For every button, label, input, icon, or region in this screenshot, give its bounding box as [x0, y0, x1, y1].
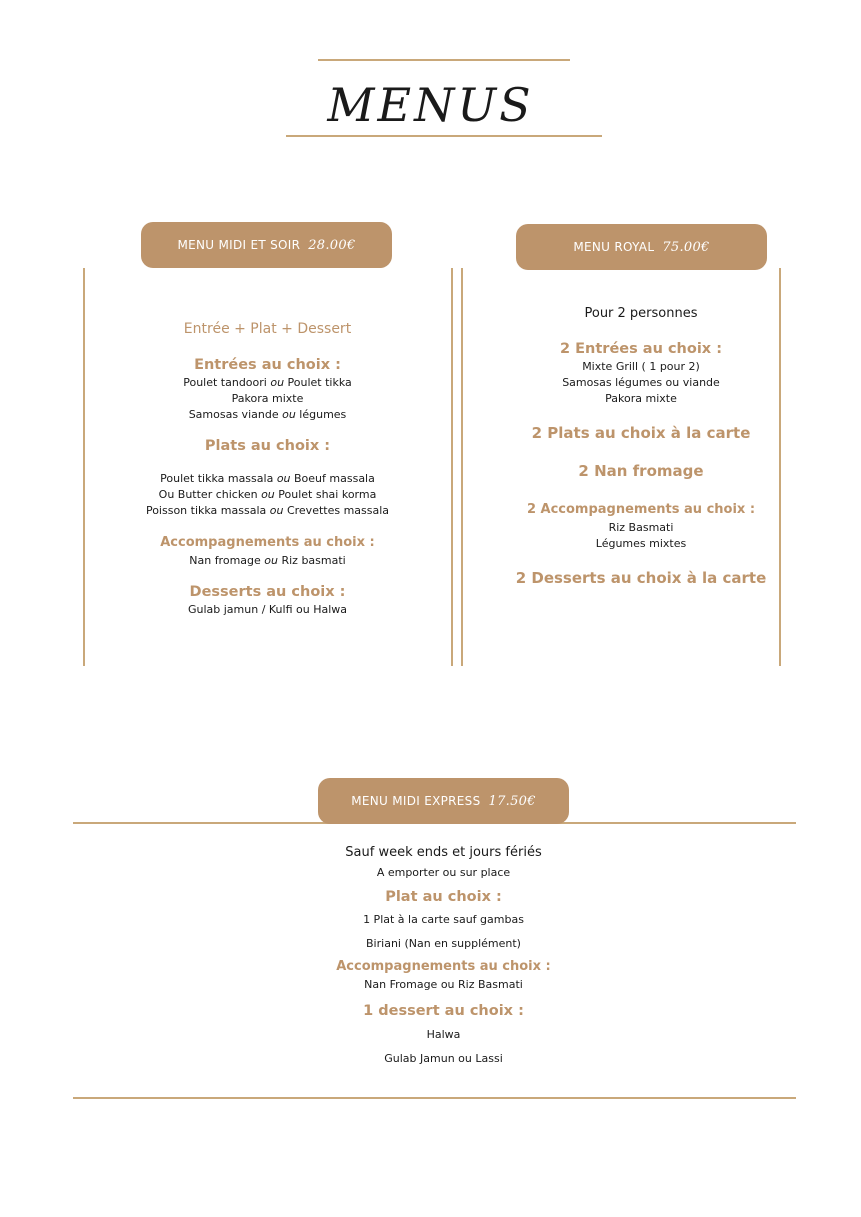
royal-nan-heading: 2 Nan fromage [578, 462, 704, 480]
accompagnement-item: Nan fromage ou Riz basmati [189, 554, 346, 567]
royal-entree-item: Samosas légumes ou viande [562, 376, 720, 389]
menu-royal-pill [516, 224, 767, 270]
accompagnements-heading: Accompagnements au choix : [160, 535, 375, 550]
menu-express-pill [318, 778, 569, 824]
left-column-rule-outer [83, 268, 85, 666]
menu-royal-price: 75.00€ [662, 239, 710, 255]
menu-express-content [73, 843, 814, 1067]
express-service: A emporter ou sur place [376, 866, 511, 879]
entree-item: Samosas viande ou légumes [188, 408, 347, 421]
plat-item: Poisson tikka massala ou Crevettes massala [145, 504, 390, 517]
menu-express-label: MENU MIDI EXPRESS [351, 794, 481, 808]
plat-item: Poulet tikka massala ou Boeuf massala [160, 472, 375, 485]
royal-persons: Pour 2 personnes [584, 306, 698, 321]
menu-formula: Entrée + Plat + Dessert [183, 321, 352, 337]
royal-entree-item: Pakora mixte [605, 392, 677, 405]
page-title: MENUS [327, 78, 534, 132]
royal-accompagnement-item: Riz Basmati [608, 521, 674, 534]
menu-express-price: 17.50€ [488, 793, 536, 809]
express-accompagnements-heading: Accompagnements au choix : [336, 959, 551, 974]
royal-accompagnements-heading: 2 Accompagnements au choix : [526, 502, 756, 517]
express-plat-heading: Plat au choix : [385, 889, 502, 905]
express-plat-item: Biriani (Nan en supplément) [366, 937, 521, 950]
express-dessert-item: Halwa [426, 1028, 461, 1041]
plat-item: Ou Butter chicken ou Poulet shai korma [158, 488, 377, 501]
title-top-rule [318, 59, 570, 61]
menu-midi-soir-content [90, 319, 445, 618]
menu-midi-soir-label: MENU MIDI ET SOIR [177, 238, 301, 252]
dessert-item: Gulab jamun / Kulfi ou Halwa [187, 603, 348, 616]
express-bottom-rule [73, 1097, 796, 1099]
right-column-rule-inner [461, 268, 463, 666]
entree-item: Pakora mixte [231, 392, 304, 405]
royal-plats-heading: 2 Plats au choix à la carte [531, 424, 751, 442]
express-accompagnement-item: Nan Fromage ou Riz Basmati [364, 978, 523, 991]
menu-midi-soir-pill [141, 222, 392, 268]
express-plat-item: 1 Plat à la carte sauf gambas [363, 913, 524, 926]
left-column-rule-inner [451, 268, 453, 666]
express-dessert-heading: 1 dessert au choix : [363, 1003, 524, 1019]
royal-entrees-heading: 2 Entrées au choix : [560, 341, 722, 357]
menu-midi-soir-price: 28.00€ [308, 237, 356, 253]
desserts-heading: Desserts au choix : [189, 584, 346, 600]
title-bottom-rule [286, 135, 602, 137]
plats-heading: Plats au choix : [204, 438, 331, 454]
express-dessert-item: Gulab Jamun ou Lassi [384, 1052, 503, 1065]
menu-royal-label: MENU ROYAL [573, 240, 655, 254]
menu-royal-content [466, 304, 816, 588]
royal-entree-item: Mixte Grill ( 1 pour 2) [582, 360, 700, 373]
royal-desserts-heading: 2 Desserts au choix à la carte [515, 569, 767, 587]
royal-accompagnement-item: Légumes mixtes [595, 537, 687, 550]
entree-item: Poulet tandoori ou Poulet tikka [183, 376, 352, 389]
entrees-heading: Entrées au choix : [194, 357, 341, 373]
express-note: Sauf week ends et jours fériés [345, 845, 542, 860]
